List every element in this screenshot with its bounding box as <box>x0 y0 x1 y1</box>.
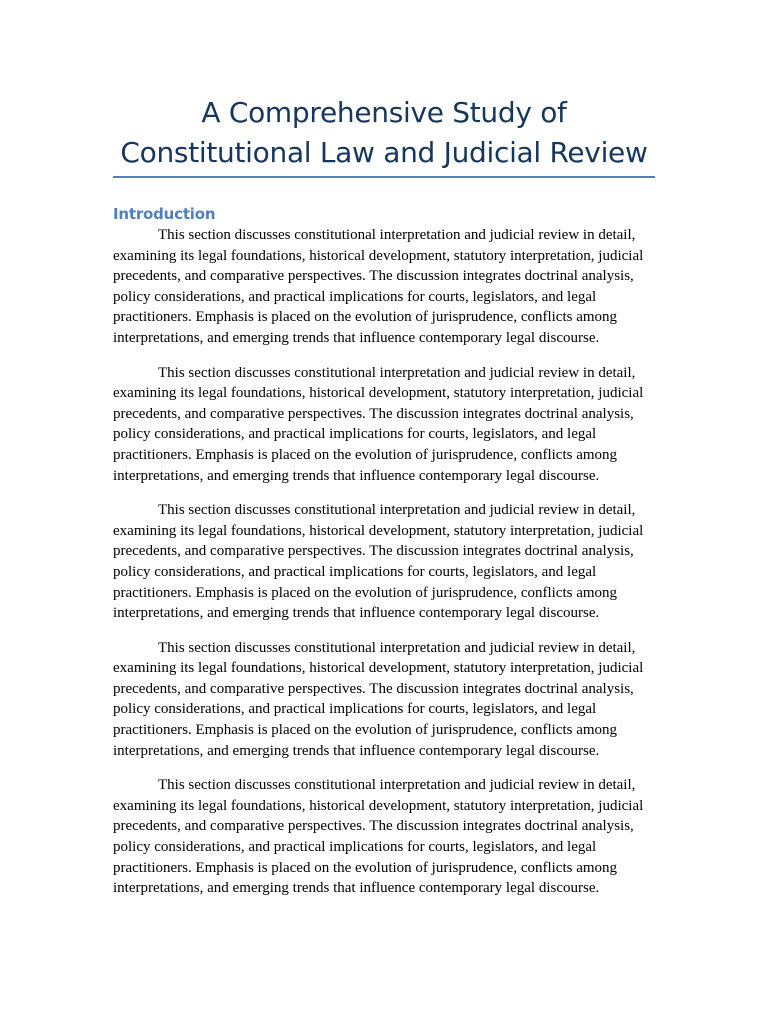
body-paragraph-3: This section discusses constitutional interpretation and judicial review in detail, examining its legal foundations, historical development, statutory interpretation, judicial precedents, and comparative perspectives. The discussion integrates doctrinal analysis, policy considerations, and practical implications for courts, legislators, and legal practitioners. Emphasis is placed on the evolution of jurisprudence, conflicts among interpretations, and emerging trends that influence contemporary legal discourse. <box>113 502 644 622</box>
title-line-2: Constitutional Law and Judicial Review <box>120 136 648 169</box>
body-paragraph-2: This section discusses constitutional interpretation and judicial review in detail, examining its legal foundations, historical development, statutory interpretation, judicial precedents, and comparative perspectives. The discussion integrates doctrinal analysis, policy considerations, and practical implications for courts, legislators, and legal practitioners. Emphasis is placed on the evolution of jurisprudence, conflicts among interpretations, and emerging trends that influence contemporary legal discourse. <box>113 364 644 484</box>
body-paragraph-4: This section discusses constitutional interpretation and judicial review in detail, examining its legal foundations, historical development, statutory interpretation, judicial precedents, and comparative perspectives. The discussion integrates doctrinal analysis, policy considerations, and practical implications for courts, legislators, and legal practitioners. Emphasis is placed on the evolution of jurisprudence, conflicts among interpretations, and emerging trends that influence contemporary legal discourse. <box>113 639 644 759</box>
section-heading-introduction: Introduction <box>113 205 216 223</box>
document-page <box>113 0 655 899</box>
title-underline-rule <box>113 176 655 178</box>
title-line-1: A Comprehensive Study of <box>201 96 567 129</box>
body-paragraph-1: This section discusses constitutional interpretation and judicial review in detail, examining its legal foundations, historical development, statutory interpretation, judicial precedents, and comparative perspectives. The discussion integrates doctrinal analysis, policy considerations, and practical implications for courts, legislators, and legal practitioners. Emphasis is placed on the evolution of jurisprudence, conflicts among interpretations, and emerging trends that influence contemporary legal discourse. <box>113 227 644 346</box>
body-paragraph-5: This section discusses constitutional interpretation and judicial review in detail, examining its legal foundations, historical development, statutory interpretation, judicial precedents, and comparative perspectives. The discussion integrates doctrinal analysis, policy considerations, and practical implications for courts, legislators, and legal practitioners. Emphasis is placed on the evolution of jurisprudence, conflicts among interpretations, and emerging trends that influence contemporary legal discourse. <box>113 777 644 897</box>
document-title <box>113 93 655 173</box>
